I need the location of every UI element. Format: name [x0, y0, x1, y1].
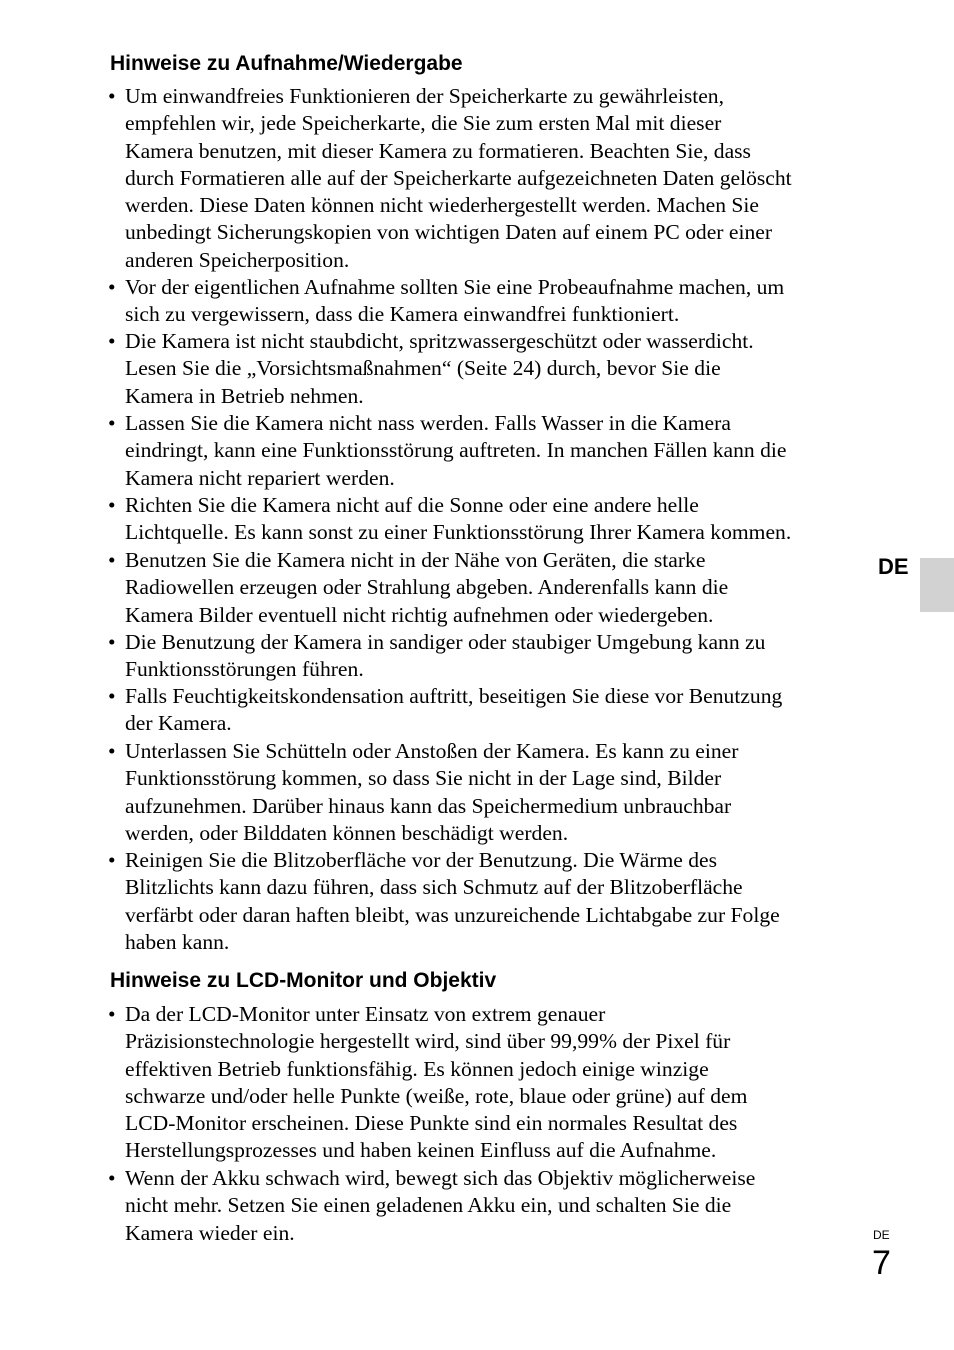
list-item — [108, 847, 868, 956]
language-side-tab — [920, 558, 954, 612]
bullet-marker: • — [108, 739, 116, 763]
text-line: Falls Feuchtigkeitskondensation auftritt, beseitigen Sie diese vor Benutzung — [125, 684, 783, 708]
text-line: verfärbt oder daran haften bleibt, was unzureichende Lichtabgabe zur Folge — [125, 902, 780, 927]
list-item — [108, 738, 868, 847]
bullet-marker: • — [108, 84, 116, 108]
text-line: Blitzlichts kann dazu führen, dass sich Schmutz auf der Blitzoberfläche — [125, 875, 743, 900]
list-item — [108, 629, 868, 684]
list-item — [108, 683, 868, 738]
bullet-marker: • — [108, 848, 116, 872]
text-line: Vor der eigentlichen Aufnahme sollten Sie eine Probeaufnahme machen, um — [125, 275, 785, 299]
section-heading-lcd: Hinweise zu LCD-Monitor und Objektiv — [110, 969, 497, 992]
text-line: Kamera Bilder eventuell nicht richtig aufnehmen oder wiedergeben. — [125, 602, 714, 627]
page-number: 7 — [872, 1244, 891, 1282]
text-line: aufzunehmen. Darüber hinaus kann das Speichermedium unbrauchbar — [125, 793, 732, 818]
text-line: sich zu vergewissern, dass die Kamera einwandfrei funktioniert. — [125, 302, 680, 327]
bullet-marker: • — [108, 411, 116, 435]
text-line: werden, oder Bilddaten können beschädigt werden. — [125, 820, 569, 845]
text-line: Präzisionstechnologie hergestellt wird, sind über 99,99% der Pixel für — [125, 1029, 731, 1054]
text-line: Herstellungsprozesses und haben keinen Einfluss auf die Aufnahme. — [125, 1138, 717, 1163]
text-line: werden. Diese Daten können nicht wiederhergestellt werden. Machen Sie — [125, 193, 759, 218]
text-line: Radiowellen erzeugen oder Strahlung abgeben. Anderenfalls kann die — [125, 575, 729, 600]
text-line: Reinigen Sie die Blitzoberfläche vor der Benutzung. Die Wärme des — [125, 848, 718, 872]
bullet-marker: • — [108, 329, 116, 353]
text-line: eindringt, kann eine Funktionsstörung auftreten. In manchen Fällen kann die — [125, 438, 787, 463]
list-item — [108, 410, 868, 492]
text-line: anderen Speicherposition. — [125, 247, 350, 272]
list-item — [108, 274, 868, 329]
list-item — [108, 547, 868, 629]
list-item — [108, 83, 868, 274]
footer-language-code: DE — [873, 1228, 890, 1242]
text-line: durch Formatieren alle auf der Speicherkarte aufgezeichneten Daten gelöscht — [125, 165, 792, 190]
text-line: empfehlen wir, jede Speicherkarte, die Sie zum ersten Mal mit dieser — [125, 111, 722, 136]
text-line: Kamera benutzen, mit dieser Kamera zu formatieren. Beachten Sie, dass — [125, 138, 751, 163]
language-tab-label: DE — [878, 554, 909, 579]
text-line: Da der LCD-Monitor unter Einsatz von extrem genauer — [125, 1002, 606, 1026]
text-line: schwarze und/oder helle Punkte (weiße, rote, blaue oder grüne) auf dem — [125, 1083, 748, 1108]
text-line: Um einwandfreies Funktionieren der Speicherkarte zu gewährleisten, — [125, 84, 725, 108]
text-line: der Kamera. — [125, 711, 232, 736]
list-item — [108, 1165, 868, 1247]
text-line: unbedingt Sicherungskopien von wichtigen Daten auf einem PC oder einer — [125, 220, 773, 245]
text-line: Kamera in Betrieb nehmen. — [125, 383, 364, 408]
list-item — [108, 1001, 868, 1165]
text-line: Lichtquelle. Es kann sonst zu einer Funktionsstörung Ihrer Kamera kommen. — [125, 520, 792, 545]
text-line: Benutzen Sie die Kamera nicht in der Nähe von Geräten, die starke — [125, 548, 706, 572]
text-line: Kamera wieder ein. — [125, 1220, 295, 1245]
text-line: Die Benutzung der Kamera in sandiger oder staubiger Umgebung kann zu — [125, 630, 766, 654]
text-line: LCD-Monitor erscheinen. Diese Punkte sind ein normales Resultat des — [125, 1111, 738, 1136]
text-line: Lesen Sie die „Vorsichtsmaßnahmen“ (Seite 24) durch, bevor Sie die — [125, 356, 721, 381]
bullet-marker: • — [108, 493, 116, 517]
list-item — [108, 492, 868, 547]
bullet-marker: • — [108, 630, 116, 654]
text-line: haben kann. — [125, 929, 230, 954]
bullet-marker: • — [108, 1002, 116, 1026]
bullet-marker: • — [108, 548, 116, 572]
text-line: Die Kamera ist nicht staubdicht, spritzwassergeschützt oder wasserdicht. — [125, 329, 754, 353]
text-line: Lassen Sie die Kamera nicht nass werden. Falls Wasser in die Kamera — [125, 411, 731, 435]
text-line: nicht mehr. Setzen Sie einen geladenen Akku ein, und schalten Sie die — [125, 1193, 732, 1218]
list-item — [108, 328, 868, 410]
section-heading-recording: Hinweise zu Aufnahme/Wiedergabe — [110, 52, 463, 75]
text-line: effektiven Betrieb funktionsfähig. Es können jedoch einige winzige — [125, 1056, 709, 1081]
text-line: Wenn der Akku schwach wird, bewegt sich das Objektiv möglicherweise — [125, 1166, 756, 1190]
bullet-marker: • — [108, 1166, 116, 1190]
bullet-marker: • — [108, 275, 116, 299]
bullet-marker: • — [108, 684, 116, 708]
text-line: Funktionsstörung kommen, so dass Sie nicht in der Lage sind, Bilder — [125, 766, 722, 791]
text-line: Richten Sie die Kamera nicht auf die Sonne oder eine andere helle — [125, 493, 699, 517]
text-line: Kamera nicht repariert werden. — [125, 465, 395, 490]
text-line: Funktionsstörungen führen. — [125, 657, 364, 682]
text-line: Unterlassen Sie Schütteln oder Anstoßen der Kamera. Es kann zu einer — [125, 739, 739, 763]
